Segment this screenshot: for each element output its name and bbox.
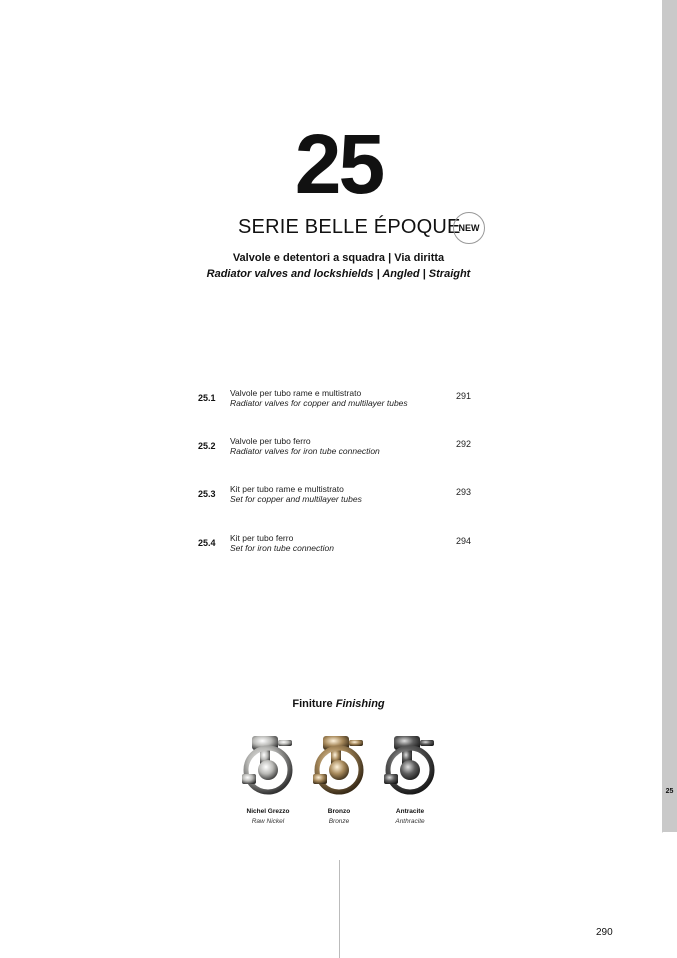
chapter-number: 25 xyxy=(294,117,383,211)
subtitle-english: Radiator valves and lockshields | Angled | Straight xyxy=(206,268,471,280)
toc-row[interactable] xyxy=(0,436,677,460)
subtitle-italian: Valvole e detentori a squadra | Via diritta xyxy=(232,252,445,264)
finish-swatch xyxy=(236,730,300,825)
finish-name-english: Bronze xyxy=(328,818,350,825)
toc-code: 25.1 xyxy=(198,393,216,403)
finishing-title-italian: Finiture xyxy=(292,698,333,710)
toc-title-italian: Kit per tubo ferro xyxy=(230,533,294,543)
finish-name-italian: Bronzo xyxy=(327,808,351,815)
toc-title-english: Radiator valves for iron tube connection xyxy=(230,446,380,456)
toc-page-number: 292 xyxy=(456,439,472,449)
finish-swatch xyxy=(378,730,442,825)
new-badge: NEW xyxy=(453,212,485,244)
toc-row[interactable] xyxy=(0,484,677,508)
valve-finish-image xyxy=(238,730,298,798)
toc-code: 25.3 xyxy=(198,489,216,499)
toc-title-english: Radiator valves for copper and multilayer tubes xyxy=(230,398,408,408)
toc-page-number: 291 xyxy=(456,391,472,401)
finish-name-english: Raw Nickel xyxy=(251,818,285,825)
valve-finish-image xyxy=(380,730,440,798)
toc-title-english: Set for iron tube connection xyxy=(230,543,334,553)
center-divider xyxy=(339,860,340,958)
page-number: 290 xyxy=(596,927,613,938)
toc-code: 25.4 xyxy=(198,538,216,548)
toc-title-italian: Valvole per tubo ferro xyxy=(230,436,311,446)
finish-name-italian: Antracite xyxy=(395,808,425,815)
toc-page-number: 294 xyxy=(456,536,472,546)
toc-row[interactable] xyxy=(0,533,677,557)
toc-title-italian: Kit per tubo rame e multistrato xyxy=(230,484,344,494)
series-title: SERIE BELLE ÉPOQUE xyxy=(238,216,461,238)
side-tab-number: 25 xyxy=(665,788,674,795)
valve-finish-image xyxy=(309,730,369,798)
finish-name-english: Anthracite xyxy=(395,818,425,825)
toc-page-number: 293 xyxy=(456,487,472,497)
toc-title-italian: Valvole per tubo rame e multistrato xyxy=(230,388,362,398)
toc-code: 25.2 xyxy=(198,441,216,451)
finish-name-italian: Nichel Grezzo xyxy=(246,808,290,815)
finishing-title-english: Finishing xyxy=(335,698,385,710)
finishing-heading xyxy=(0,698,677,710)
side-tab-corner xyxy=(662,818,677,833)
finish-swatch xyxy=(307,730,371,825)
toc-row[interactable] xyxy=(0,388,677,412)
toc-title-english: Set for copper and multilayer tubes xyxy=(230,494,362,504)
